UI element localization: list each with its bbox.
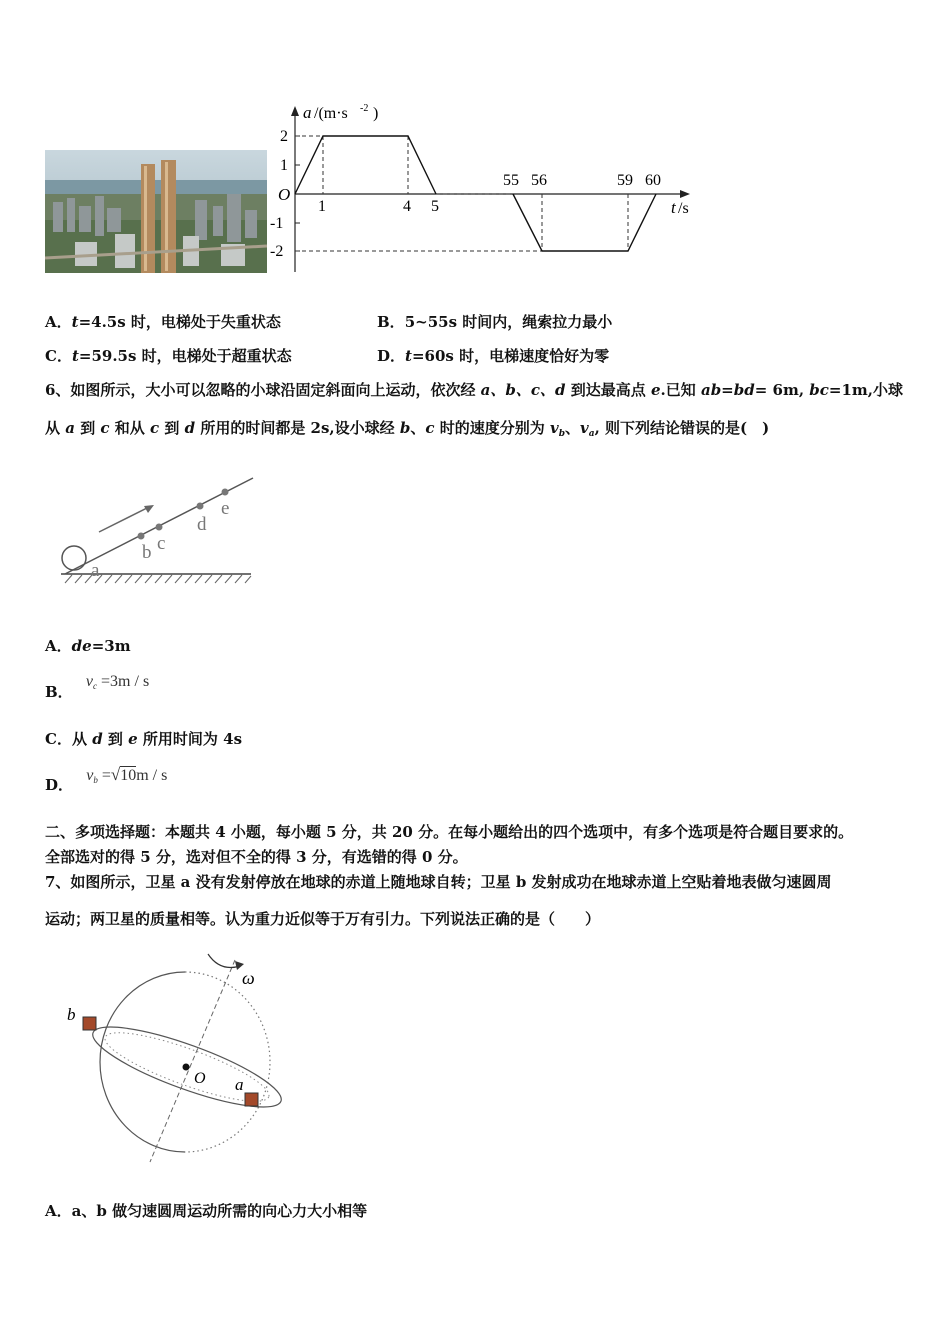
rotation-axis [150,960,235,1162]
acceleration-time-graph [270,100,710,280]
q5-option-b[interactable] [377,311,612,332]
label-b: b [142,542,152,563]
option-letter: D． [377,347,406,365]
x-tick-55: 55 [503,172,519,189]
point-e [222,489,229,496]
option-letter: C． [45,347,72,365]
formula-vc: $v_c =3m / s$ [85,673,150,691]
var-t: t [405,347,412,365]
x-axis-arrow [680,190,690,198]
y-axis-arrow [291,106,299,116]
origin-label: O [278,185,291,204]
section2-line2: 全部选对的得 5 分，选对但不全的得 3 分，有选错的得 0 分。 [45,848,468,866]
q6-option-d[interactable]: D． $v_b =√10m / s$ [45,765,168,794]
y-label-a: a [303,103,312,122]
q5-option-a[interactable] [45,311,281,332]
label-b: b [67,1005,76,1024]
label-d: d [197,514,207,535]
center-point [183,1064,190,1071]
earth-outline-front [100,972,185,1152]
q7-stem-line2: 运动；两卫星的质量相等。认为重力近似等于万有引力。下列说法正确的是（ ） [45,910,601,928]
earth-outline-back [185,972,270,1152]
graph-line-positive [295,136,436,194]
skyline-image [45,150,267,273]
sqrt-icon: √ [110,765,121,784]
x-tick-56: 56 [531,172,547,189]
option-letter: B． [377,313,405,331]
city-skyline-photo [45,150,267,273]
incline-svg [55,470,265,595]
label-c: c [157,533,166,554]
x-label-unit: /s [678,200,689,217]
center-label: O [194,1070,206,1087]
option-text: =4.5s 时，电梯处于失重状态 [78,313,281,331]
y-tick-1: 1 [280,157,288,174]
var-t: t [71,313,79,331]
section2-line1: 二、多项选择题：本题共 4 小题，每小题 5 分，共 20 分。在每小题给出的四个选项中，有多个选项是符合题目要求的。 [45,823,854,841]
q6-option-a[interactable]: A．de=3m [45,637,131,655]
q5-option-d[interactable] [377,345,609,366]
x-label-t: t [671,198,676,217]
x-tick-1: 1 [318,198,326,215]
q6-stem-line1: 6、如图所示，大小可以忽略的小球沿固定斜面向上运动，依次经 a、b、c、d 到达最高点 e.已知 ab=bd= 6m, bc=1m,小球 [45,381,904,399]
option-text: =59.5s 时，电梯处于超重状态 [78,347,292,365]
label-a: a [91,560,100,581]
y-tick-2: 2 [280,128,288,145]
label-a: a [235,1075,244,1094]
q7-stem-line1: 7、如图所示，卫星 a 没有发射停放在地球的赤道上随地球自转；卫星 b 发射成功在地球赤道上空贴着地表做匀速圆周 [45,873,832,891]
option-text: 5~55s 时间内，绳索拉力最小 [404,313,613,331]
option-text: =60s 时，电梯速度恰好为零 [411,347,610,365]
omega-label: ω [242,968,255,988]
x-tick-60: 60 [645,172,661,189]
globe-svg [60,950,290,1165]
globe-figure [60,950,290,1165]
formula-vb: $v_b =√10m / s$ [86,765,168,785]
q6-stem-line2: 从 a 到 c 和从 c 到 d 所用的时间都是 2s,设小球经 b、c 时的速度分别为 $v_b$、$v_a$, 则下列结论错误的是( ) [45,419,770,439]
point-b [138,533,145,540]
option-letter: A． [45,313,72,331]
satellite-a-icon [245,1093,258,1106]
var-t: t [71,347,79,365]
motion-arrow [99,507,149,532]
y-label-close: ) [373,105,379,122]
graph-line-negative [513,194,656,251]
x-tick-4: 4 [403,198,411,215]
point-d [197,503,204,510]
point-c [156,524,163,531]
label-e: e [221,498,230,519]
incline-figure [55,470,265,595]
x-tick-5: 5 [431,198,439,215]
ball-icon [62,546,86,570]
y-tick-neg2: -2 [270,243,284,260]
satellite-b-icon [83,1017,96,1030]
q6-option-b[interactable]: B． $v_c =3m / s$ [45,673,150,701]
y-label-exp: -2 [360,103,369,114]
x-tick-59: 59 [617,172,633,189]
y-tick-neg1: -1 [270,215,284,232]
q5-option-c[interactable] [45,345,292,366]
q6-option-c[interactable]: C．从 d 到 e 所用时间为 4s [45,730,243,748]
q7-option-a[interactable]: A．a、b 做匀速圆周运动所需的向心力大小相等 [45,1202,368,1220]
a-t-graph-svg [270,100,710,280]
y-label-unit: /(m·s [314,105,348,122]
